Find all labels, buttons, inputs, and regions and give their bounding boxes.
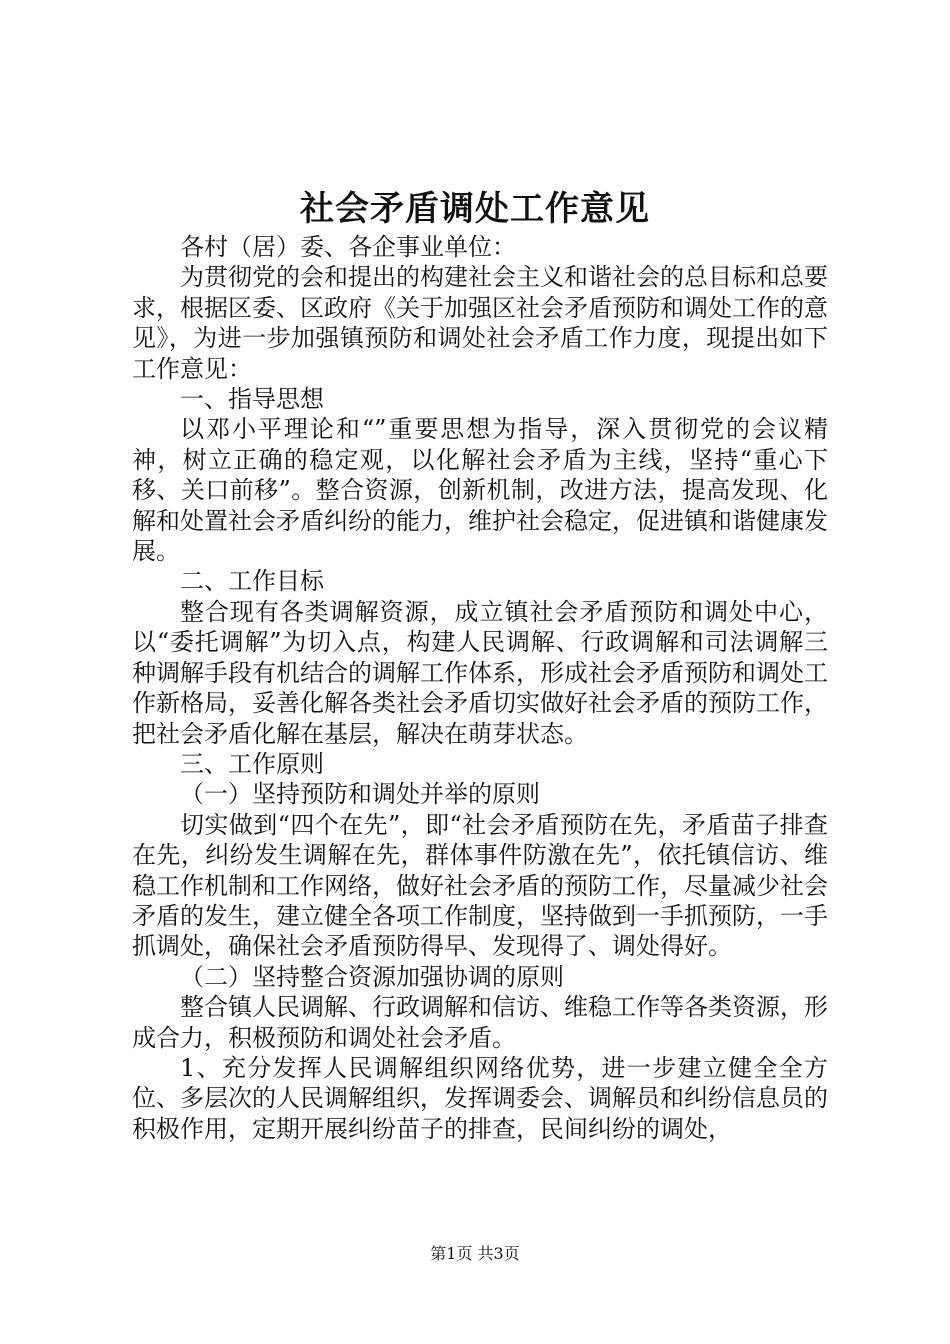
guiding-ideology-paragraph: 以邓小平理论和“”重要思想为指导，深入贯彻党的会议精神，树立正确的稳定观，以化解社会矛盾为主线，坚持“重心下移、关口前移”。整合资源，创新机制，改进方法，提高发现、化解和处置社会矛盾纠纷的能力，维护社会稳定，促进镇和谐健康发展。 xyxy=(132,415,828,566)
salutation: 各村（居）委、各企事业单位： xyxy=(180,233,516,261)
principle-2-paragraph: 整合镇人民调解、行政调解和信访、维稳工作等各类资源，形成合力，积极预防和调处社会矛盾。 xyxy=(132,993,828,1052)
item-1-paragraph: 1、充分发挥人民调解组织网络优势，进一步建立健全全方位、多层次的人民调解组织，发挥调委会、调解员和纠纷信息员的积极作用，定期开展纠纷苗子的排查，民间纠纷的调处， xyxy=(132,1053,828,1143)
document-body xyxy=(132,232,828,1144)
section-heading-work-principles: 三、工作原则 xyxy=(180,749,324,778)
page-number-footer: 第1页 共3页 xyxy=(430,1244,520,1263)
subheading-principle-1: （一）坚持预防和调处并举的原则 xyxy=(180,780,540,809)
section-heading-work-goals: 二、工作目标 xyxy=(180,567,324,596)
subheading-principle-2: （二）坚持整合资源加强协调的原则 xyxy=(180,962,564,991)
work-goals-paragraph: 整合现有各类调解资源，成立镇社会矛盾预防和调处中心，以“委托调解”为切入点，构建人民调解、行政调解和司法调解三种调解手段有机结合的调解工作体系，形成社会矛盾预防和调处工作新格局，妥善化解各类社会矛盾切实做好社会矛盾的预防工作，把社会矛盾化解在基层，解决在萌芽状态。 xyxy=(132,597,828,748)
intro-paragraph: 为贯彻党的会和提出的构建社会主义和谐社会的总目标和总要求，根据区委、区政府《关于加强区社会矛盾预防和调处工作的意见》，为进一步加强镇预防和调处社会矛盾工作力度，现提出如下工作意见： xyxy=(132,263,828,383)
principle-1-paragraph: 切实做到“四个在先”，即“社会矛盾预防在先，矛盾苗子排查在先，纠纷发生调解在先，群体事件防激在先”，依托镇信访、维稳工作机制和工作网络，做好社会矛盾的预防工作，尽量减少社会矛盾的发生，建立健全各项工作制度，坚持做到一手抓预防，一手抓调处，确保社会矛盾预防得早、发现得了、调处得好。 xyxy=(132,810,828,961)
document-title: 社会矛盾调处工作意见 xyxy=(300,189,650,229)
section-heading-guiding-ideology: 一、指导思想 xyxy=(180,385,324,414)
